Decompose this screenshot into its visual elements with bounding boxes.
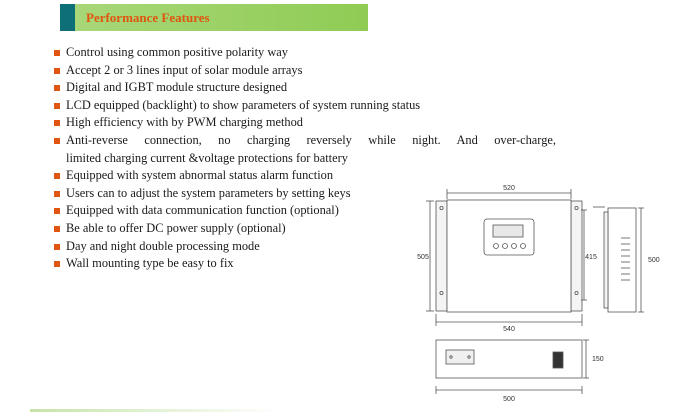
feature-item: Day and night double processing mode xyxy=(54,238,554,256)
section-title: Performance Features xyxy=(86,10,210,25)
feature-item: Equipped with system abnormal status alarm function xyxy=(54,167,554,185)
dim-bottom-view-width: 500 xyxy=(503,396,515,403)
feature-item: Wall mounting type be easy to fix xyxy=(54,255,554,273)
dim-bottom-width: 540 xyxy=(503,326,515,333)
controller-side-panel xyxy=(608,208,636,312)
dim-depth: 150 xyxy=(592,356,604,363)
lcd-screen xyxy=(493,225,523,237)
bottom-view xyxy=(436,340,589,394)
side-view xyxy=(593,207,644,312)
feature-item: Users can to adjust the system parameters by setting keys xyxy=(54,185,554,203)
dim-left-height: 505 xyxy=(417,254,429,261)
feature-item: LCD equipped (backlight) to show parameters of system running status xyxy=(54,97,554,115)
feature-item: Be able to offer DC power supply (optional) xyxy=(54,220,554,238)
controller-front-panel xyxy=(447,200,571,312)
dim-top-width: 520 xyxy=(503,185,515,192)
feature-item: Equipped with data communication function (optional) xyxy=(54,202,554,220)
dim-side-height: 500 xyxy=(648,257,660,264)
side-bracket xyxy=(604,212,608,308)
feature-item: Accept 2 or 3 lines input of solar module arrays xyxy=(54,62,554,80)
feature-item: Control using common positive polarity way xyxy=(54,44,554,62)
dim-inner-height: 415 xyxy=(585,254,597,261)
front-view xyxy=(426,189,587,326)
terminal-block xyxy=(446,350,474,364)
feature-item: Anti-reverse connection, no charging reversely while night. And over-charge, limited charging current &voltage protections for battery xyxy=(54,132,554,167)
power-switch-icon xyxy=(553,352,563,368)
feature-item: Digital and IGBT module structure designed xyxy=(54,79,554,97)
feature-item: High efficiency with by PWM charging method xyxy=(54,114,554,132)
